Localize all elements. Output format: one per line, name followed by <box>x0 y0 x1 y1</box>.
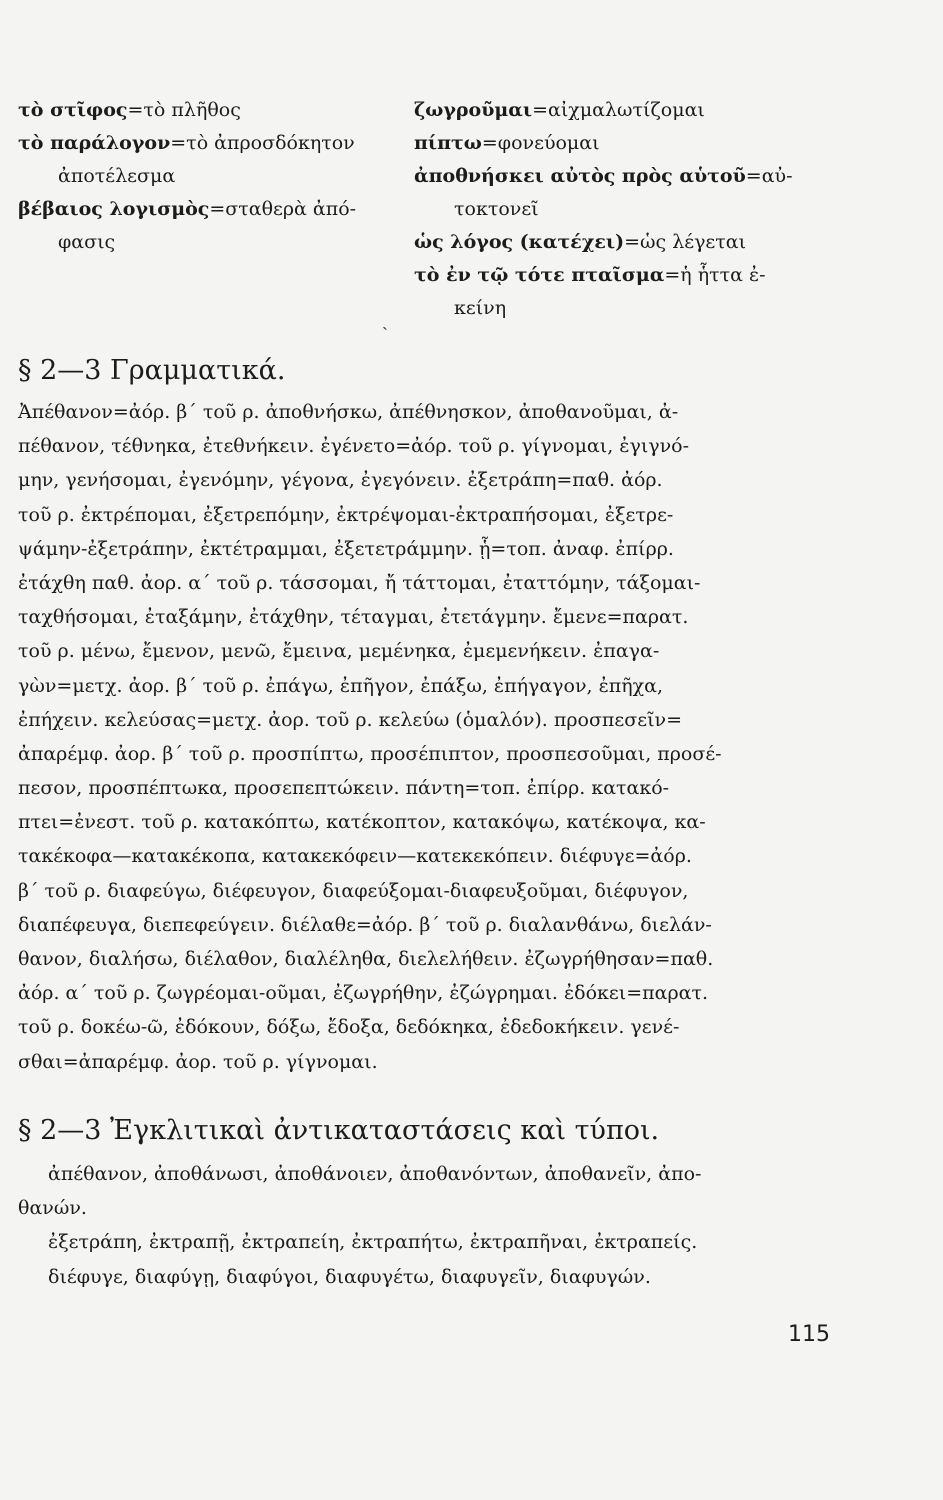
text-line: β΄ τοῦ ρ. διαφεύγω, διέφευγον, διαφεύξομαι-διαφευξοῦμαι, διέφυγον, <box>18 879 689 902</box>
vocab-entry: τὸ στῖφος=τὸ πλῆθος <box>18 99 241 121</box>
vocab-entry: ζωγροῦμαι=αἰχμαλωτίζομαι <box>414 99 705 121</box>
section-heading-forms: § 2—3 Ἐγκλιτικαὶ ἀντικαταστάσεις καὶ τύποι. <box>18 1115 660 1146</box>
text-line: πεσον, προσπέπτωκα, προσεπεπτώκειν. πάντη=τοπ. ἐπίρρ. κατακό- <box>18 777 670 800</box>
vocab-entry-continuation: τοκτονεῖ <box>454 198 539 220</box>
text-line: γὼν=μετχ. ἀορ. β΄ τοῦ ρ. ἐπάγω, ἐπῆγον, ἐπάξω, ἐπήγαγον, ἐπῆχα, <box>18 674 664 697</box>
text-line: διέφυγε, διαφύγῃ, διαφύγοι, διαφυγέτω, διαφυγεῖν, διαφυγών. <box>48 1265 651 1288</box>
text-line: ἐξετράπη, ἐκτραπῇ, ἐκτραπείη, ἐκτραπήτω, ἐκτραπῆναι, ἐκτραπείς. <box>48 1231 698 1254</box>
vocab-entry-continuation: κείνη <box>454 297 507 319</box>
vocab-entry: ἀποθνήσκει αὐτὸς πρὸς αὑτοῦ=αὐ- <box>414 165 793 187</box>
text-line: θανον, διαλήσω, διέλαθον, διαλέληθα, διελελήθειν. ἐζωγρήθησαν=παθ. <box>18 948 714 970</box>
text-line: τακέκοφα—κατακέκοπα, κατακεκόφειν—κατεκεκόπειν. διέφυγε=ἀόρ. <box>18 845 692 868</box>
text-line: ἐπήχειν. κελεύσας=μετχ. ἀορ. τοῦ ρ. κελεύω (ὁμαλόν). προσπεσεῖν= <box>18 708 682 731</box>
vocab-entry: τὸ ἐν τῷ τότε πταῖσμα=ἡ ἧττα ἐ- <box>414 264 766 286</box>
text-line: σθαι=ἀπαρέμφ. ἀορ. τοῦ ρ. γίγνομαι. <box>18 1050 378 1073</box>
text-line: ἀπέθανον, ἀποθάνωσι, ἀποθάνοιεν, ἀποθανόντων, ἀποθανεῖν, ἀπο- <box>48 1163 702 1185</box>
text-line: ἐτάχθη παθ. ἀορ. α΄ τοῦ ρ. τάσσομαι, ἤ τάττομαι, ἐταττόμην, τάξομαι- <box>18 571 701 594</box>
forms-paragraph <box>18 1157 833 1294</box>
text-line: ταχθήσομαι, ἐταξάμην, ἐτάχθην, τέταγμαι, ἐτετάγμην. ἔμενε=παρατ. <box>18 606 689 629</box>
vocab-entry: βέβαιος λογισμὸς=σταθερὰ ἀπό- <box>18 198 357 220</box>
section-heading-grammar: § 2—3 Γραμματικά. <box>18 355 286 386</box>
grammar-paragraph <box>18 395 833 1079</box>
vocab-entry: τὸ παράλογον=τὸ ἀπροσδόκητον <box>18 132 355 154</box>
text-line: ἀόρ. α΄ τοῦ ρ. ζωγρέομαι-οῦμαι, ἐζωγρήθην, ἐζώγρημαι. ἐδόκει=παρατ. <box>18 982 709 1005</box>
vocab-entry: πίπτω=φονεύομαι <box>414 132 600 154</box>
text-line: τοῦ ρ. ἐκτρέπομαι, ἐξετρεπόμην, ἐκτρέψομαι-ἐκτραπήσομαι, ἐξετρε- <box>18 503 674 526</box>
text-line: ψάμην-ἐξετράπην, ἐκτέτραμμαι, ἐξετετράμμην. ᾗ=τοπ. ἀναφ. ἐπίρρ. <box>18 537 674 560</box>
stray-ink-mark: ˎ <box>382 310 388 331</box>
text-line: μην, γενήσομαι, ἐγενόμην, γέγονα, ἐγεγόνειν. ἐξετράπη=παθ. ἀόρ. <box>18 469 663 492</box>
text-line: Ἀπέθανον=ἀόρ. β΄ τοῦ ρ. ἀποθνήσκω, ἀπέθνησκον, ἀποθανοῦμαι, ἀ- <box>18 401 679 423</box>
vocab-column-left <box>18 94 398 259</box>
vocab-entry-continuation: ἀποτέλεσμα <box>58 165 176 187</box>
text-line: πτει=ἐνεστ. τοῦ ρ. κατακόπτω, κατέκοπτον, κατακόψω, κατέκοψα, κα- <box>18 811 706 834</box>
text-line: πέθανον, τέθνηκα, ἐτεθνήκειν. ἐγένετο=ἀόρ. τοῦ ρ. γίγνομαι, ἐγιγνό- <box>18 435 690 458</box>
vocab-column-right <box>414 94 844 325</box>
text-line: διαπέφευγα, διεπεφεύγειν. διέλαθε=ἀόρ. β΄ τοῦ ρ. διαλανθάνω, διελάν- <box>18 913 712 936</box>
vocab-entry: ὡς λόγος (κατέχει)=ὡς λέγεται <box>414 231 747 253</box>
page-number: 115 <box>788 1322 830 1347</box>
text-line: θανών. <box>18 1197 87 1220</box>
text-line: τοῦ ρ. δοκέω-ῶ, ἐδόκουν, δόξω, ἔδοξα, δεδόκηκα, ἐδεδοκήκειν. γενέ- <box>18 1016 680 1039</box>
text-line: τοῦ ρ. μένω, ἔμενον, μενῶ, ἔμεινα, μεμένηκα, ἐμεμενήκειν. ἐπαγα- <box>18 640 660 663</box>
vocab-entry-continuation: φασις <box>58 231 116 253</box>
text-line: ἀπαρέμφ. ἀορ. β΄ τοῦ ρ. προσπίπτω, προσέπιπτον, προσπεσοῦμαι, προσέ- <box>18 742 722 765</box>
